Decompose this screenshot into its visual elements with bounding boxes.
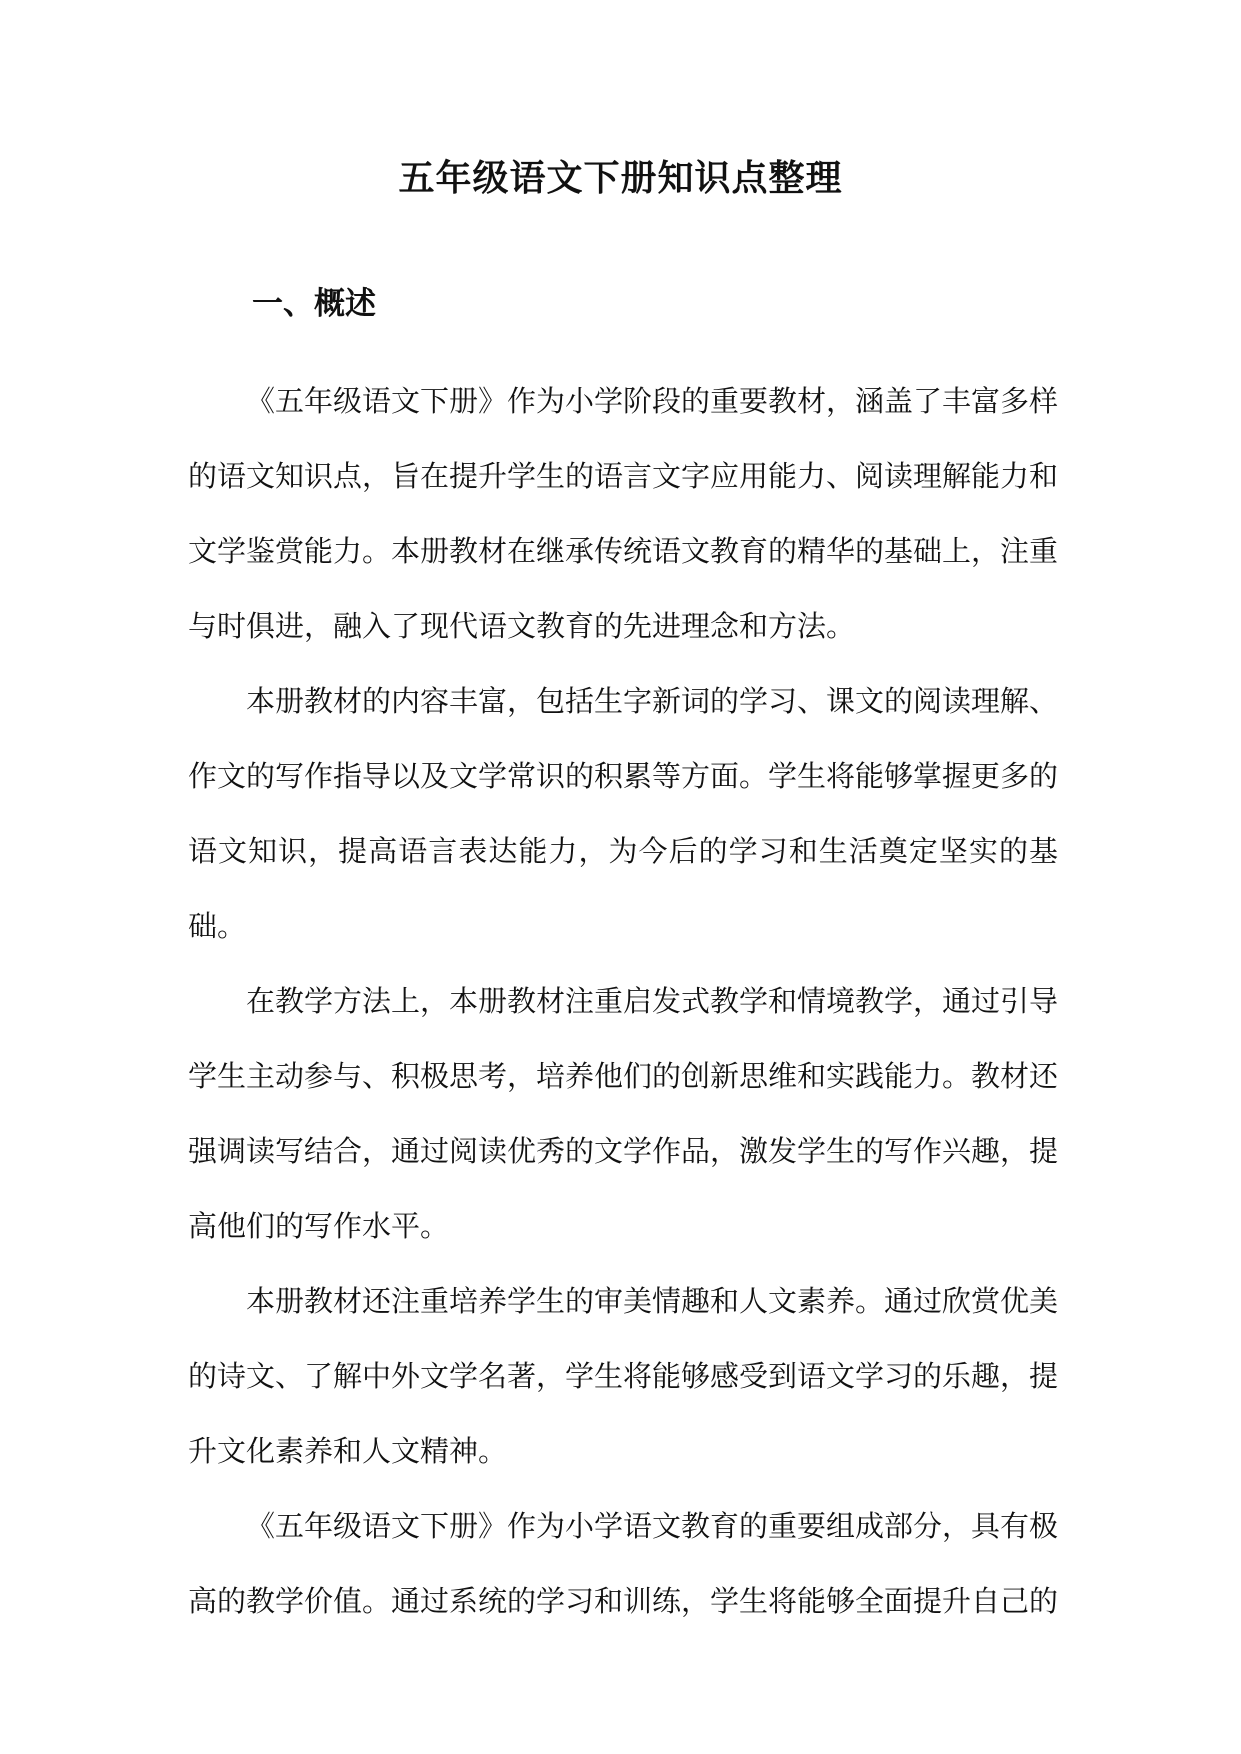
paragraph: 在教学方法上，本册教材注重启发式教学和情境教学，通过引导学生主动参与、积极思考，培养他们的创新思维和实践能力。教材还强调读写结合，通过阅读优秀的文学作品，激发学生的写作兴趣，提高他们的写作水平。 (188, 984, 1059, 1243)
paragraph: 《五年级语文下册》作为小学阶段的重要教材，涵盖了丰富多样的语文知识点，旨在提升学生的语言文字应用能力、阅读理解能力和文学鉴赏能力。本册教材在继承传统语文教育的精华的基础上，注重与时俱进，融入了现代语文教育的先进理念和方法。 (188, 384, 1059, 643)
paragraph: 本册教材还注重培养学生的审美情趣和人文素养。通过欣赏优美的诗文、了解中外文学名著，学生将能够感受到语文学习的乐趣，提升文化素养和人文精神。 (188, 1284, 1059, 1468)
document-body (188, 364, 1058, 1639)
section-heading: 一、概述 (252, 286, 376, 322)
paragraph: 本册教材的内容丰富，包括生字新词的学习、课文的阅读理解、作文的写作指导以及文学常识的积累等方面。学生将能够掌握更多的语文知识，提高语言表达能力，为今后的学习和生活奠定坚实的基础。 (188, 684, 1059, 943)
paragraph: 《五年级语文下册》作为小学语文教育的重要组成部分，具有极高的教学价值。通过系统的学习和训练，学生将能够全面提升自己的 (188, 1509, 1059, 1618)
document-title: 五年级语文下册知识点整理 (398, 157, 843, 199)
